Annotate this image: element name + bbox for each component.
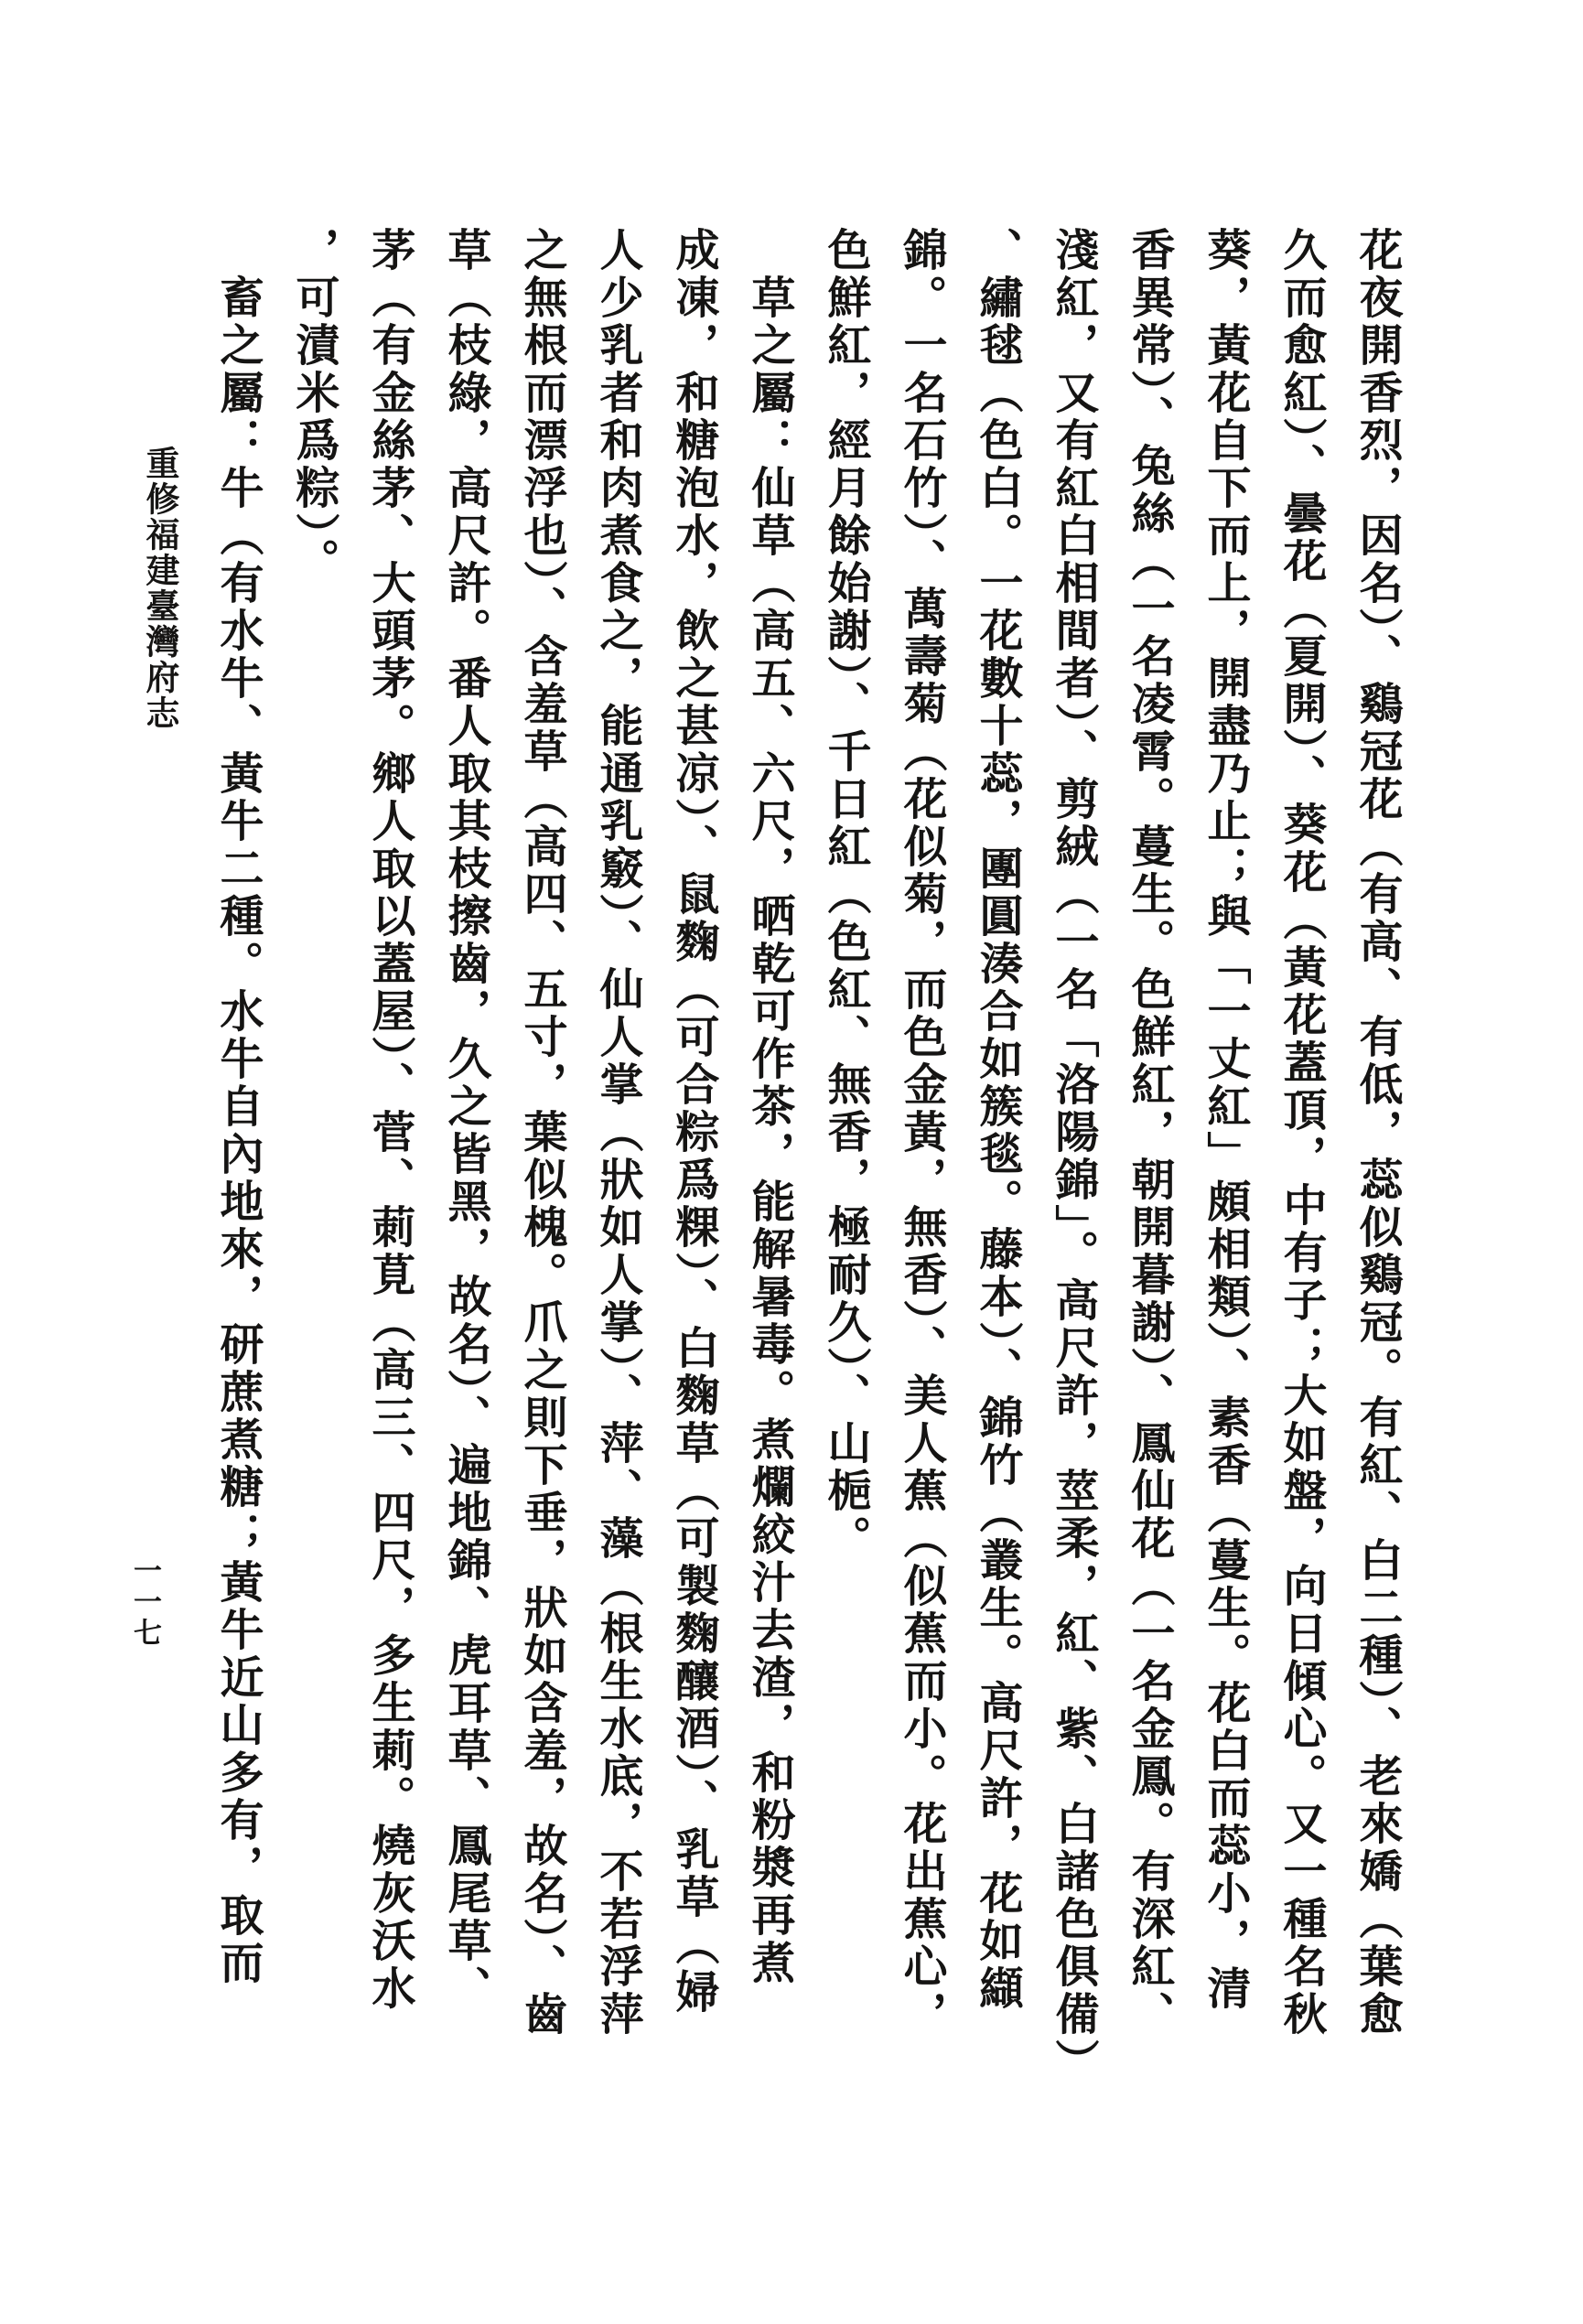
text-column-7: 錦。一名石竹）、萬壽菊（花似菊，而色金黃，無香）、美人蕉（似蕉而小。花出蕉心， bbox=[897, 227, 945, 2039]
text-column-9-section-grass: 草之屬：仙草（高五、六尺，晒乾可作茶，能解暑毒。煮爛絞汁去渣，和粉漿再煮 bbox=[745, 274, 793, 1987]
text-column-14: 茅（有金絲茅、大頭茅。鄉人取以蓋屋）、菅、莿莧（高三、四尺，多生莿。燒灰沃水 bbox=[365, 227, 414, 2013]
text-column-3: 葵，黃花自下而上，開盡乃止；與「一丈紅」頗相類）、素香（蔓生。花白而蕊小，清 bbox=[1201, 227, 1249, 2013]
text-column-8: 色鮮紅，經月餘始謝）、千日紅（色紅、無香，極耐久）、山梔。 bbox=[821, 227, 869, 1563]
text-column-16-section-livestock: 畜之屬：牛（有水牛、黃牛二種。水牛自內地來，研蔗煮糖；黃牛近山多有，取而 bbox=[213, 274, 262, 1987]
text-column-1: 花夜開香烈，因名）、鷄冠花（有高、有低，蕊似鷄冠。有紅、白二種）、老來嬌（葉愈 bbox=[1352, 227, 1401, 2039]
text-column-15: ，可漬米爲粽）。 bbox=[289, 227, 338, 586]
main-text-block bbox=[199, 227, 1415, 2324]
text-column-12: 之無根而漂浮也）、含羞草（高四、五寸，葉似槐。爪之則下垂，狀如含羞，故名）、齒 bbox=[517, 227, 565, 2039]
text-column-2: 久而愈紅）、曇花（夏開）、葵花（黃花蓋頂，中有子；大如盤，向日傾心。又一種名秋 bbox=[1276, 227, 1325, 2039]
text-column-4: 香異常）、兔絲（一名凌霄。蔓生。色鮮紅，朝開暮謝）、鳳仙花（一名金鳳。有深紅、 bbox=[1125, 227, 1173, 2039]
text-column-13: 草（枝綠，高尺許。番人取其枝擦齒，久之皆黑，故名）、遍地錦、虎耳草、鳳尾草、 bbox=[441, 227, 490, 2013]
page-number: 一一七 bbox=[129, 1555, 161, 1649]
text-column-10: 成凍，和糖泡水，飲之甚凉）、鼠麴（可合粽爲粿）、白麴草（可製麴釀酒）、乳草（婦 bbox=[669, 227, 717, 2017]
text-column-5: 淺紅，又有紅白相間者）、剪絨（一名「洛陽錦」。高尺許，莖柔，紅、紫、白諸色俱備） bbox=[1049, 227, 1097, 2086]
text-column-11: 人少乳者和肉煮食之，能通乳竅）、仙人掌（狀如人掌）、萍、藻（根生水底，不若浮萍 bbox=[593, 227, 641, 2039]
text-column-6: 、繡毬（色白。一花數十蕊，團圓湊合如簇毯。藤本）、錦竹（叢生。高尺許，花如纈 bbox=[973, 227, 1021, 2013]
book-title: 重修福建臺灣府志 bbox=[140, 446, 178, 731]
